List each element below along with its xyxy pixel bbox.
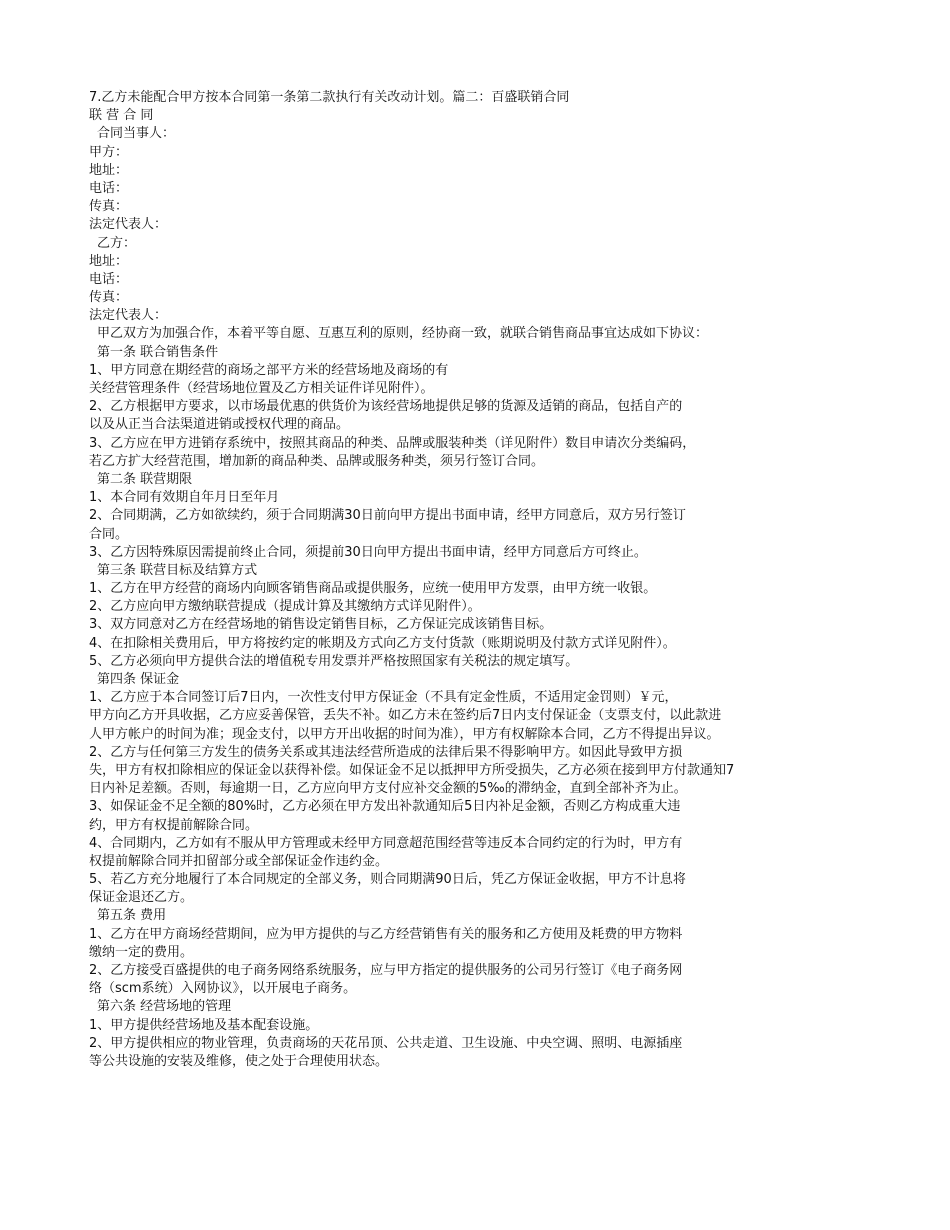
- document-line: 合同当事人：: [97, 126, 176, 142]
- document-line: 4、在扣除相关费用后，甲方将按约定的帐期及方式向乙方支付货款（账期说明及付款方式详见附件）。: [89, 635, 676, 651]
- document-line: 约，甲方有权提前解除合同。: [89, 817, 259, 833]
- document-line: 1、甲方同意在期经营的商场之部平方米的经营场地及商场的有: [89, 362, 449, 378]
- document-line: 合同。: [89, 526, 129, 542]
- document-line: 5、若乙方充分地履行了本合同规定的全部义务，则合同期满90日后，凭乙方保证金收据，甲方不计息将: [89, 872, 686, 888]
- document-line: 2、合同期满，乙方如欲续约，须于合同期满30日前向甲方提出书面申请，经甲方同意后，双方另行签订: [89, 508, 686, 524]
- document-line: 第二条 联营期限: [97, 471, 193, 487]
- document-line: 地址：: [89, 253, 129, 269]
- document-line: 传真：: [89, 290, 129, 306]
- document-line: 2、甲方提供相应的物业管理，负责商场的天花吊顶、公共走道、卫生设施、中央空调、照明、电源插座: [89, 1035, 683, 1051]
- document-line: 1、乙方在甲方商场经营期间，应为甲方提供的与乙方经营销售有关的服务和乙方使用及耗费的甲方物料: [89, 926, 683, 942]
- document-line: 日内补足差额。否则，每逾期一日，乙方应向甲方支付应补交金额的5‰的滞纳金，直到全部补齐为止。: [89, 781, 687, 797]
- document-line: 失，甲方有权扣除相应的保证金以获得补偿。如保证金不足以抵押甲方所受损失，乙方必须在接到甲方付款通知7: [89, 762, 735, 778]
- document-line: 缴纳一定的费用。: [89, 944, 194, 960]
- document-line: 第三条 联营目标及结算方式: [97, 562, 258, 578]
- document-line: 以及从正当合法渠道进销或授权代理的商品。: [89, 417, 350, 433]
- document-line: 3、乙方因特殊原因需提前终止合同，须提前30日向甲方提出书面申请，经甲方同意后方可终止。: [89, 544, 647, 560]
- document-line: 3、如保证金不足全额的80%时，乙方必须在甲方发出补款通知后5日内补足金额，否则乙方构成重大违: [89, 799, 681, 815]
- document-line: 4、合同期内，乙方如有不服从甲方管理或未经甲方同意超范围经营等违反本合同约定的行为时，甲方有: [89, 835, 683, 851]
- document-line: 第四条 保证金: [97, 672, 180, 687]
- document-line: 2、乙方根据甲方要求，以市场最优惠的供货价为该经营场地提供足够的货源及适销的商品，包括自产的: [89, 399, 683, 415]
- document-line: 2、乙方接受百盛提供的电子商务网络系统服务，应与甲方指定的提供服务的公司另行签订《电子商务网: [89, 963, 683, 978]
- document-line: 若乙方扩大经营范围，增加新的商品种类、品牌或服务种类，须另行签订合同。: [89, 453, 545, 469]
- document-line: 乙方：: [97, 235, 137, 251]
- document-line: 传真：: [89, 199, 129, 215]
- document-line: 保证金退还乙方。: [89, 890, 194, 906]
- document-line: 法定代表人：: [89, 308, 168, 324]
- document-line: 甲方向乙方开具收据，乙方应妥善保管，丢失不补。如乙方未在签约后7日内支付保证金（支票支付，以此款进: [89, 708, 722, 724]
- document-line: 关经营管理条件（经营场地位置及乙方相关证件详见附件）。: [89, 381, 434, 396]
- document-line: 3、双方同意对乙方在经营场地的销售设定销售目标，乙方保证完成该销售目标。: [89, 617, 553, 633]
- document-line: 人甲方帐户的时间为准；现金支付，以甲方开出收据的时间为准），甲方有权解除本合同，乙方不得提出异议。: [89, 726, 720, 742]
- document-line: 3、乙方应在甲方进销存系统中，按照其商品的种类、品牌或服装种类（详见附件）数目申请次分类编码，: [89, 435, 696, 451]
- document-line: 第五条 费用: [97, 908, 167, 924]
- document-line: 权提前解除合同并扣留部分或全部保证金作违约金。: [89, 853, 389, 869]
- document-line: 等公共设施的安装及维修，使之处于合理使用状态。: [89, 1053, 389, 1069]
- document-line: 电话：: [89, 180, 129, 196]
- document-line: 1、乙方在甲方经营的商场内向顾客销售商品或提供服务，应统一使用甲方发票，由甲方统一收银。: [89, 581, 657, 597]
- contract-document: [89, 89, 889, 1071]
- document-line: 7.乙方未能配合甲方按本合同第一条第二款执行有关改动计划。篇二：百盛联销合同: [89, 90, 570, 105]
- document-line: 甲方：: [89, 144, 129, 160]
- document-line: 地址：: [89, 162, 129, 178]
- document-line: 第六条 经营场地的管理: [97, 999, 232, 1015]
- document-line: 联 营 合 同: [89, 108, 154, 124]
- document-line: 第一条 联合销售条件: [97, 344, 219, 360]
- document-line: 5、乙方必须向甲方提供合法的增值税专用发票并严格按照国家有关税法的规定填写。: [89, 653, 579, 669]
- document-line: 法定代表人：: [89, 217, 168, 233]
- document-line: 2、乙方与任何第三方发生的债务关系或其违法经营所造成的法律后果不得影响甲方。如因此导致甲方损: [89, 744, 683, 760]
- document-line: 1、乙方应于本合同签订后7日内，一次性支付甲方保证金（不具有定金性质，不适用定金罚则）￥元，: [89, 690, 678, 706]
- document-line: 1、甲方提供经营场地及基本配套设施。: [89, 1017, 319, 1033]
- document-line: 甲乙双方为加强合作，本着平等自愿、互惠互利的原则，经协商一致，就联合销售商品事宜达成如下协议：: [97, 326, 709, 342]
- document-line: 1、本合同有效期自年月日至年月: [89, 490, 280, 506]
- document-line: 电话：: [89, 271, 129, 287]
- document-line: 2、乙方应向甲方缴纳联营提成（提成计算及其缴纳方式详见附件）。: [89, 599, 481, 615]
- document-line: 络（scm系统）入网协议》，以开展电子商务。: [89, 981, 357, 997]
